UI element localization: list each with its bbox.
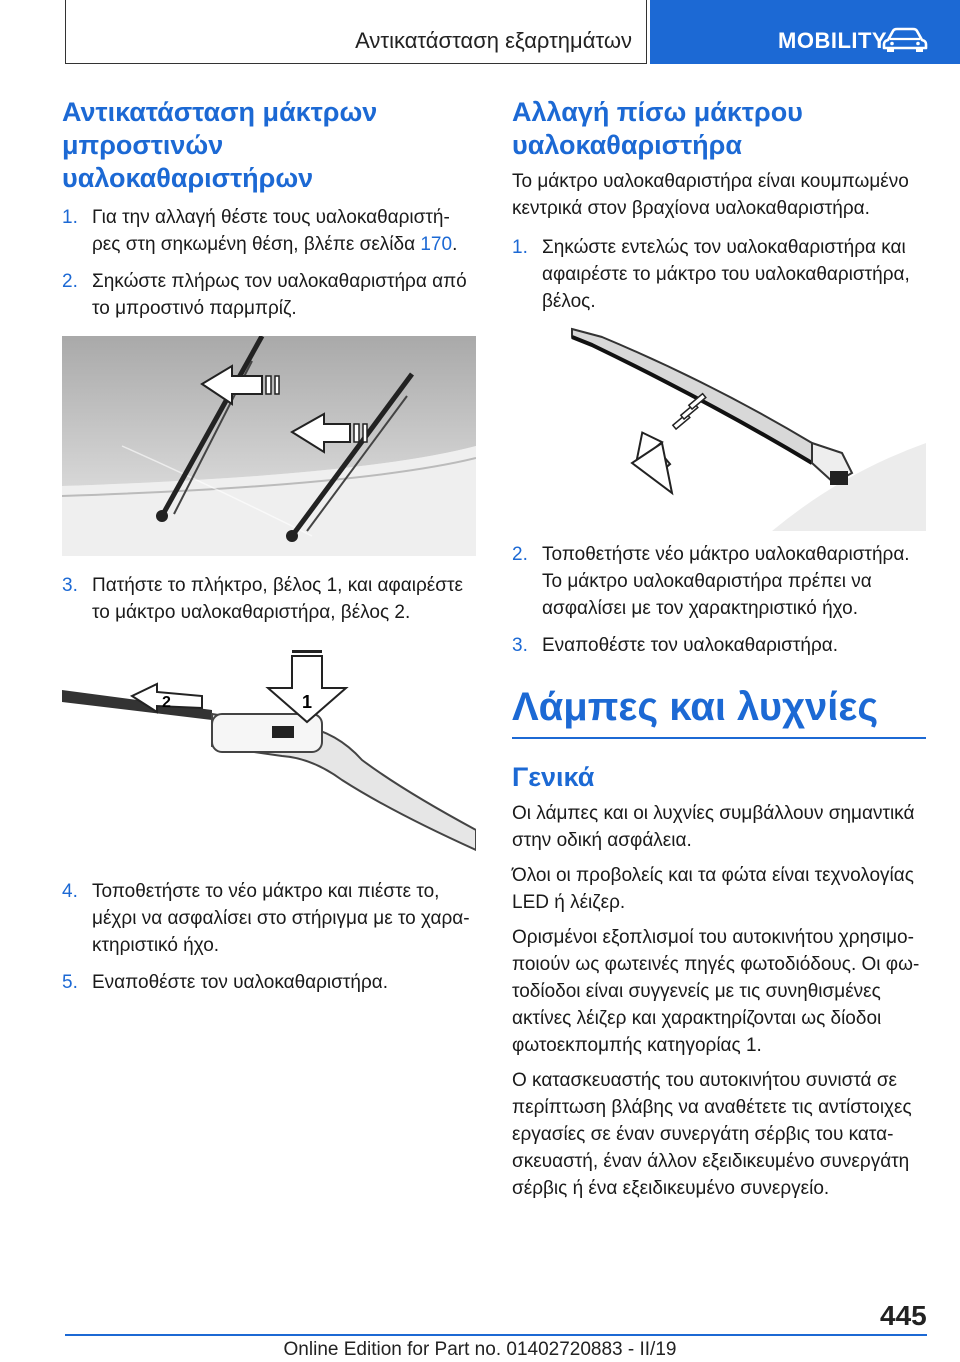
front-wiper-heading: Αντικατάσταση μάκτρων μπροστινών υαλοκαθαριστήρων <box>62 97 378 193</box>
step-2: 2. Σηκώστε πλήρως τον υαλοκαθαριστήρα από το μπροστινό παρμπρίζ. <box>62 271 467 319</box>
right-column <box>512 96 926 1202</box>
wiper-release-figure <box>62 650 476 862</box>
step-3: 3. Πατήστε το πλήκτρο, βέλος 1, και αφαιρέστε το μάκτρο υαλοκαθαριστήρα, βέλος 2. <box>62 575 463 623</box>
paragraph-2: Όλοι οι προβολείς και τα φώτα είναι τεχνολογίας LED ή λέιζερ. <box>512 865 914 913</box>
mobility-tab-label: MOBILITY <box>778 28 888 53</box>
car-icon <box>882 26 928 52</box>
figure-label-2: 2 <box>162 694 171 711</box>
paragraph-3: Ορισμένοι εξοπλισμοί του αυτοκινήτου χρησιμο- ποιούν ως φωτεινές πηγές φωτοδιόδους. Οι φω- τοδίοδοι είναι συγγενείς με τις συνηθισμένες ακτίνες λέιζερ και χαρακτηρίζονται ως δίοδοι φωτοεκπομπής κατηγορίας 1. <box>512 927 920 1056</box>
general-subheading: Γενικά <box>512 762 595 792</box>
front-wiper-figure <box>62 336 476 556</box>
rear-wiper-intro: Το μάκτρο υαλοκαθαριστήρα είναι κουμπωμένο κεντρικά στον βραχίονα υαλοκαθαριστήρα. <box>512 171 909 219</box>
section-divider <box>512 737 926 739</box>
step-1: 1. Για την αλλαγή θέστε τους υαλοκαθαριστή- ρες στη σηκωμένη θέση, βλέπε σελίδα 170. <box>62 207 458 255</box>
mobility-tab[interactable] <box>650 0 960 64</box>
footer-divider <box>65 1334 927 1336</box>
page-link[interactable]: 170 <box>420 234 453 255</box>
rear-wiper-heading: Αλλαγή πίσω μάκτρου υαλοκαθαριστήρα <box>512 97 803 160</box>
figure-label-1: 1 <box>302 692 313 712</box>
header-section-box <box>65 0 647 64</box>
lamps-section-heading: Λάμπες και λυχνίες <box>512 685 879 729</box>
rear-wiper-figure <box>512 323 926 531</box>
header-section-title: Αντικατάσταση εξαρτημάτων <box>355 28 632 53</box>
rear-step-1: 1. Σηκώστε εντελώς τον υαλοκαθαριστήρα και αφαιρέστε το μάκτρο του υαλοκαθαριστήρα, βέλος. <box>512 237 910 312</box>
page-number: 445 <box>880 1300 927 1331</box>
edition-footer: Online Edition for Part no. 01402720883 - II/19 <box>283 1339 677 1360</box>
left-column <box>62 96 476 996</box>
rear-step-2: 2. Τοποθετήστε νέο μάκτρο υαλοκαθαριστήρα. Το μάκτρο υαλοκαθαριστήρα πρέπει να ασφαλίσει με τον χαρακτηριστικό ήχο. <box>512 544 910 619</box>
step-5: 5. Εναποθέστε τον υαλοκαθαριστήρα. <box>62 972 389 993</box>
rear-step-3: 3. Εναποθέστε τον υαλοκαθαριστήρα. <box>512 635 839 656</box>
paragraph-1: Οι λάμπες και οι λυχνίες συμβάλλουν σημαντικά στην οδική ασφάλεια. <box>512 803 915 851</box>
paragraph-4: Ο κατασκευαστής του αυτοκινήτου συνιστά σε περίπτωση βλάβης να αναθέτετε τις αντίστοιχες εργασίες σε έναν συνεργάτη σέρβις του κατα- σκευαστή, έναν άλλον εξειδικευμένο συνεργάτη σέρβις ή ένα εξειδικευμένο συνεργείο. <box>512 1070 912 1199</box>
step-4: 4. Τοποθετήστε το νέο μάκτρο και πιέστε το, μέχρι να ασφαλίσει στο στήριγμα με το χαρα- κτηριστικό ήχο. <box>62 881 470 956</box>
